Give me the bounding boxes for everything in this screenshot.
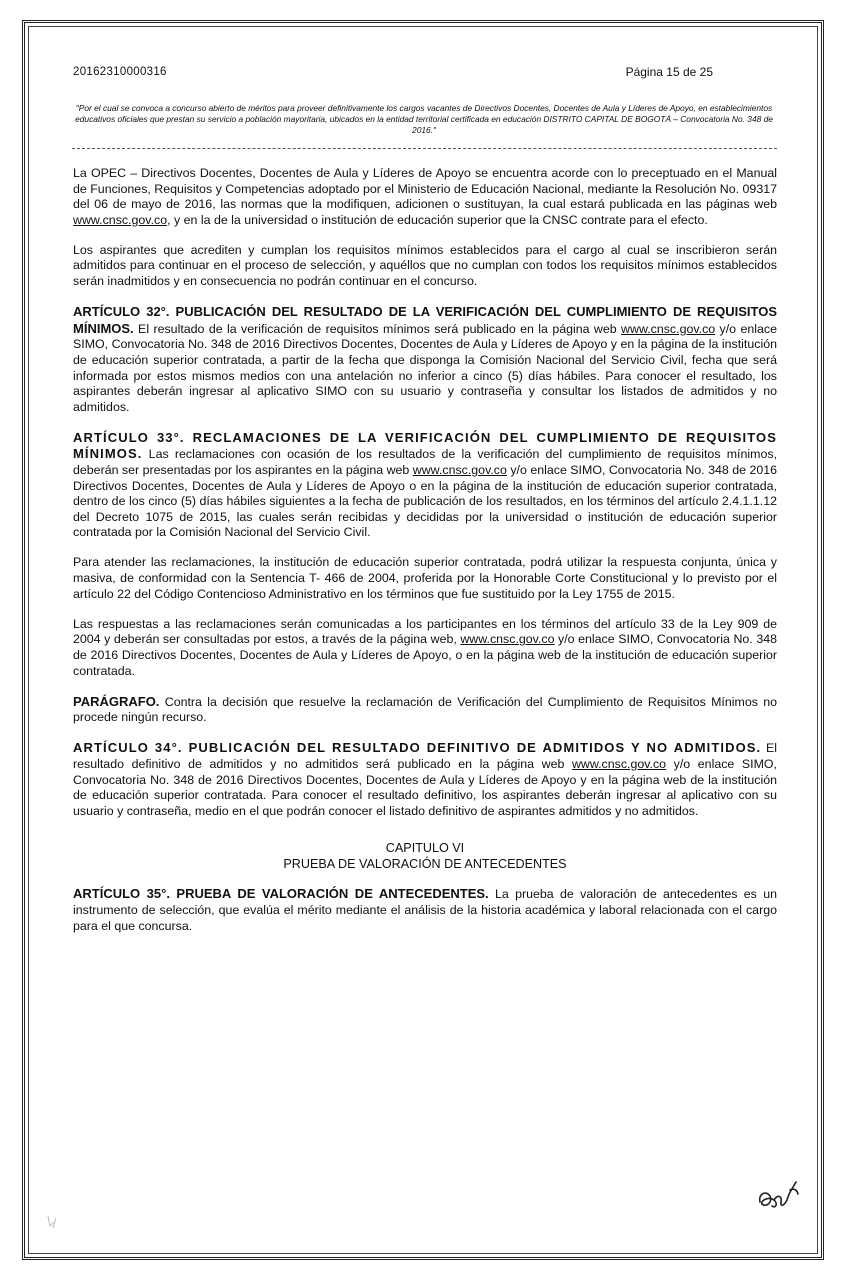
article-33-text-a: Las reclamaciones con ocasión de los resultados de la verificación del cumplimiento de requisitos mínimos, deberán ser presentadas por los aspirantes en la página web (73, 447, 777, 477)
article-34 (73, 740, 777, 819)
resolution-heading: "Por el cual se convoca a concurso abierto de méritos para proveer definitivamente los cargos vacantes de Directivos Docentes, Docentes de Aula y Líderes de Apoyo, en establecimientos educativos oficiales que prestan su servicio a población mayoritaria, ubicados en la entidad territorial certificada en educación DISTRITO CAPITAL DE BOGOTÁ – Convocatoria No. 348 de 2016." (75, 103, 773, 136)
paragraph-opec (73, 166, 777, 228)
paragraph-respuestas-text-b: y/o enlace SIMO, Convocatoria No. 348 de 2016 Directivos Docentes, Docentes de Aula y Líderes de Apoyo, o en la página web de la institución de educación superior contratada. (73, 632, 777, 678)
article-34-text-b: y/o enlace SIMO, Convocatoria No. 348 de 2016 Directivos Docentes, Docentes de Aula y Líderes de Apoyo y en la página web de la institución de educación superior contratada. Para conocer el resultado definitivo, los aspirantes deberán ingresar al aplicativo con su usuario y contraseña, medio en el que podrán conocer el listado definitivo de aspirantes admitidos y no admitidos. (73, 756, 777, 818)
article-33-text-b: y/o enlace SIMO, Convocatoria No. 348 de 2016 Directivos Docentes, Docentes de Aula y Líderes de Apoyo o en la página de la institución de educación superior contratada, dentro de los cinco (5) días hábiles siguientes a la fecha de publicación de los resultados, en los términos del artículo 2.4.1.1.12 del Decreto 1075 de 2015, las cuales serán recibidas y decididas por la universidad o institución de educación superior contratada por la Comisión Nacional del Servicio Civil. (73, 463, 778, 540)
document-number: 20162310000316 (73, 66, 167, 78)
cnsc-link[interactable]: www.cnsc.gov.co (571, 756, 667, 771)
article-32-text-a: El resultado de la verificación de requisitos mínimos será publicado en la página web (133, 321, 622, 336)
chapter-number: CAPITULO VI (385, 841, 465, 856)
cnsc-link[interactable]: www.cnsc.gov.co (73, 212, 168, 227)
article-32 (73, 304, 777, 415)
article-35-title: ARTÍCULO 35°. PRUEBA DE VALORACIÓN DE ANTECEDENTES. (73, 886, 489, 902)
article-32-title: ARTÍCULO 32°. PUBLICACIÓN DEL RESULTADO DE LA VERIFICACIÓN DEL CUMPLIMIENTO DE REQUISITOS MÍNIMOS. (73, 304, 777, 336)
paragraph-respuestas (73, 617, 777, 679)
article-33-title: ARTÍCULO 33°. RECLAMACIONES DE LA VERIFICACIÓN DEL CUMPLIMIENTO DE REQUISITOS MÍNIMOS. (73, 429, 777, 462)
paragrafo-text: Contra la decisión que resuelve la reclamación de Verificación del Cumplimiento de Requisitos Mínimos no procede ningún recurso. (73, 694, 777, 725)
chapter-heading (73, 841, 777, 872)
article-34-title: ARTÍCULO 34°. PUBLICACIÓN DEL RESULTADO DEFINITIVO DE ADMITIDOS Y NO ADMITIDOS. (73, 740, 762, 756)
paragraph-respuestas-text-a: Las respuestas a las reclamaciones serán comunicadas a los participantes en los términos del artículo 33 de la Ley 909 de 2004 y deberán ser consultadas por estos, a través de la página web, (73, 616, 777, 647)
paragrafo-title: PARÁGRAFO. (73, 693, 160, 709)
page-indicator: Página 15 de 25 (625, 65, 713, 79)
article-32-text-b: y/o enlace SIMO, Convocatoria No. 348 de 2016 Directivos Docentes, Docentes de Aula y Líderes de Apoyo y en la página de la institución de educación superior contratada, a partir de la fecha que disponga la Comisión Nacional del Servicio Civil, fecha que será informada por estos mismos medios con una antelación no inferior a cinco (5) días hábiles. Para conocer el resultado, los aspirantes deberán ingresar al aplicativo SIMO con su usuario y contraseña y consultar los listados de admitidos y no admitidos. (73, 321, 777, 414)
article-33 (73, 430, 777, 541)
article-34-text-a: El resultado definitivo de admitidos y no admitidos será publicado en la página web (73, 741, 777, 771)
article-35-text: La prueba de valoración de antecedentes es un instrumento de selección, que evalúa el mérito mediante el análisis de la historia académica y laboral relacionada con el cargo para el que concursa. (73, 887, 777, 933)
scan-mark-icon (44, 1212, 60, 1232)
paragraph-opec-text-a: La OPEC – Directivos Docentes, Docentes de Aula y Líderes de Apoyo se encuentra acorde con lo preceptuado en el Manual de Funciones, Requisitos y Competencias adoptado por el Ministerio de Educación Nacional, mediante la Resolución No. 09317 del 06 de mayo de 2016, las normas que la modifiquen, adicionen o sustituyan, la cual estará publicada en las páginas web (73, 166, 777, 212)
article-35 (73, 886, 777, 934)
cnsc-link[interactable]: www.cnsc.gov.co (412, 463, 507, 477)
cnsc-link[interactable]: www.cnsc.gov.co (621, 321, 716, 336)
paragrafo (73, 694, 777, 726)
paragraph-opec-text-b: , y en la de la universidad o institución de educación superior que la CNSC contrate para el efecto. (167, 212, 708, 227)
paragraph-aspirantes: Los aspirantes que acrediten y cumplan los requisitos mínimos establecidos para el cargo al cual se inscribieron serán admitidos para continuar en el proceso de selección, y aquéllos que no cumplan con todos los requisitos mínimos establecidos serán inadmitidos y en consecuencia no podrán continuar en el concurso. (73, 242, 777, 289)
chapter-title: PRUEBA DE VALORACIÓN DE ANTECEDENTES (283, 856, 567, 871)
cnsc-link[interactable]: www.cnsc.gov.co (460, 632, 555, 647)
initials-signature-icon (754, 1176, 802, 1216)
document-body (73, 166, 777, 949)
paragraph-reclamaciones: Para atender las reclamaciones, la institución de educación superior contratada, podrá utilizar la respuesta conjunta, única y masiva, de conformidad con la Sentencia T- 466 de 2004, proferida por la Honorable Corte Constitucional y lo previsto por el artículo 22 del Código Contencioso Administrativo en los términos que fue sustituido por la Ley 1755 de 2015. (73, 555, 777, 601)
header-divider (72, 148, 777, 149)
